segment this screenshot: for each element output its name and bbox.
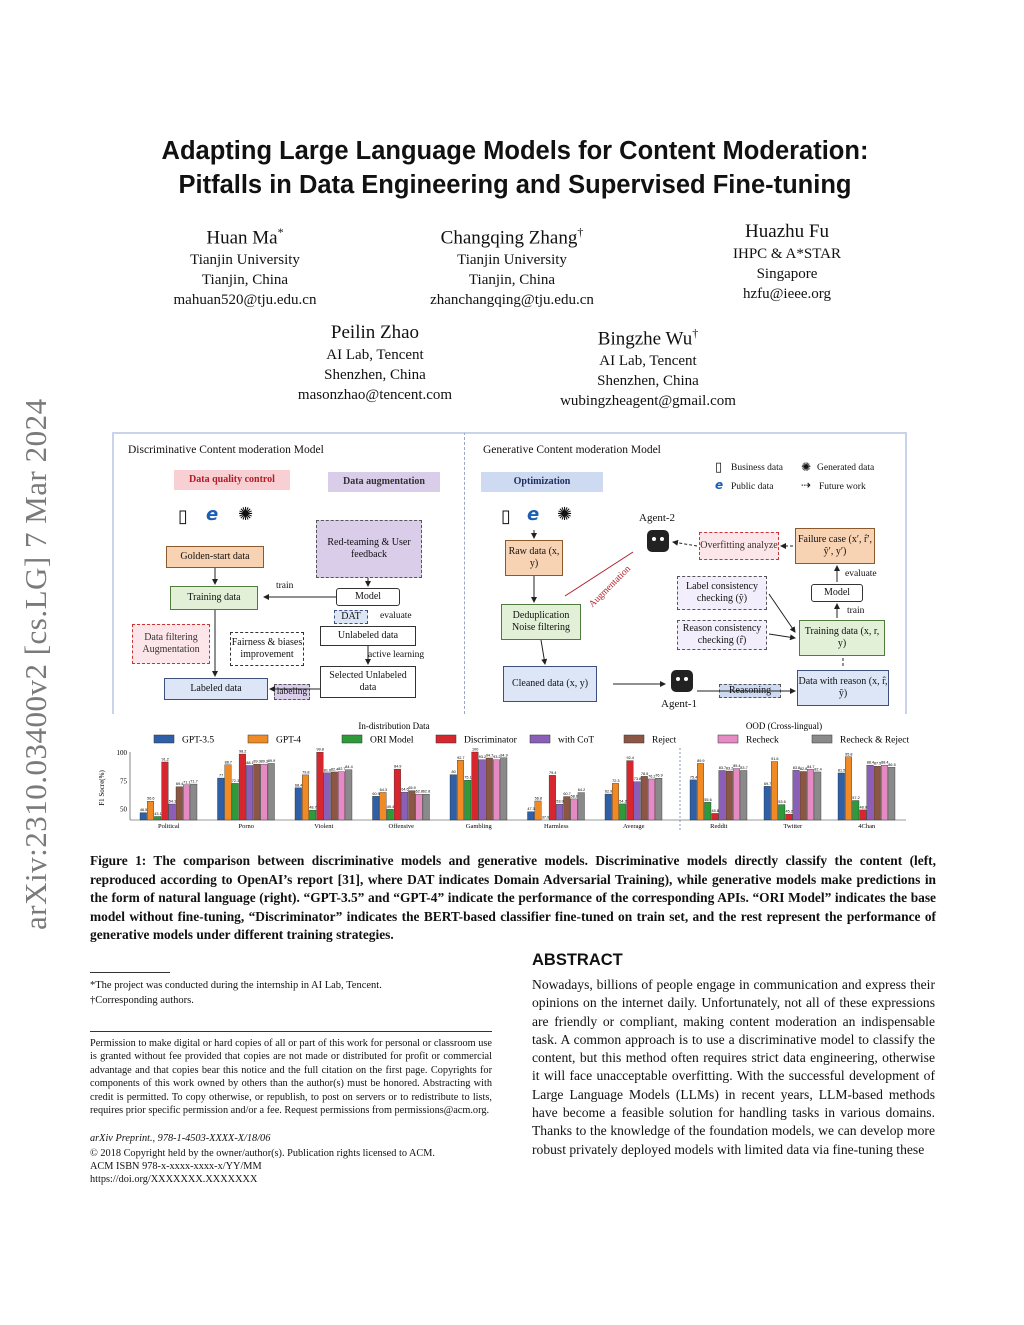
- augmentation-arrow-label: Augmentation: [587, 564, 633, 610]
- public-data-icon: e: [715, 478, 724, 492]
- bar: [450, 775, 457, 820]
- bar-value-label: 64.6: [401, 787, 409, 792]
- author-email[interactable]: hzfu@ieee.org: [742, 286, 832, 302]
- data-filtering-box: Data filtering Augmentation: [132, 624, 210, 664]
- bar-value-label: 94.9: [500, 753, 508, 758]
- author-email[interactable]: masonzhao@tencent.com: [297, 387, 453, 403]
- dedup-box: Deduplication Noise filtering: [501, 604, 581, 640]
- bar-value-label: 76.9: [655, 773, 663, 778]
- bar: [154, 816, 161, 820]
- bar-value-label: 79.8: [302, 770, 310, 775]
- left-panel-title: Discriminative Content moderation Model: [128, 444, 324, 456]
- reasoning-tag: Reasoning: [719, 684, 781, 698]
- bar: [176, 787, 183, 820]
- author-block-3: [682, 220, 892, 304]
- figure-1: [98, 432, 912, 832]
- paper-title: [80, 134, 950, 202]
- bar: [183, 785, 190, 820]
- author-name: Huazhu Fu: [745, 221, 829, 242]
- bar: [852, 801, 859, 820]
- bar-value-label: 75.4: [689, 775, 698, 780]
- bar-value-label: 54.2: [619, 799, 627, 804]
- bar: [867, 765, 874, 820]
- legend-label: ORI Model: [370, 735, 414, 746]
- bar: [373, 796, 380, 820]
- bar-value-label: 80: [451, 770, 456, 775]
- legend-label: GPT-4: [276, 735, 301, 746]
- browser-icon: e: [527, 504, 540, 525]
- bar: [888, 767, 895, 820]
- mobile-icon: ▯: [178, 506, 188, 527]
- red-teaming-box: Red-teaming & User feedback: [316, 520, 422, 578]
- bar: [239, 754, 246, 820]
- x-tick-label: Twitter: [783, 823, 803, 830]
- abstract-text: Nowadays, billions of people engage in communication and express their opinions on the internet daily. Unfortunately, not all of these expressions are friendly or compliant, making content moderation an indispensable task. A common approach is to use a discriminative model to classify the content, but this method often requires strict data engineering, otherwise it will face unacceptable overfitting. With the successful development of Large Language Models (LLMs) in recent years, LLM-based methods have become a feasible solution for handling tasks in various domains. Thanks to the knowledge of the foundation models, we can develop more robust privately deployed models with limited data via fine-tuning these: [532, 977, 935, 1157]
- bar: [793, 770, 800, 820]
- legend-label: Recheck: [746, 735, 779, 746]
- bar-value-label: 84.9: [394, 764, 402, 769]
- bar-value-label: 91.6: [771, 757, 779, 762]
- bar: [733, 769, 740, 820]
- bar-value-label: 48.7: [309, 805, 317, 810]
- bar-value-label: 72.3: [231, 778, 240, 783]
- bar-value-label: 93.2: [493, 755, 501, 760]
- labeled-data-box: Labeled data: [164, 678, 268, 700]
- model-right-box: Model: [811, 584, 863, 602]
- bar: [162, 762, 169, 820]
- author-name: Changqing Zhang: [440, 227, 578, 249]
- raw-data-box: Raw data (x, y): [505, 540, 563, 576]
- bar-value-label: 62.8: [415, 789, 423, 794]
- author-location: Shenzhen, China: [324, 367, 426, 383]
- bar-value-label: 73.8: [633, 777, 642, 782]
- bar-value-label: 82.4: [330, 767, 339, 772]
- tag-data-augmentation: Data augmentation: [328, 472, 440, 492]
- permission-rule: [90, 1031, 492, 1032]
- bar: [697, 763, 704, 820]
- bar-value-label: 83.2: [725, 766, 734, 771]
- permission-statement: Permission to make digital or hard copies of all or part of this work for personal or classroom use is granted without fee provided that copies are not made or distributed for profit or commercial advantage and that copies bear this notice and the full citation on the first page. Copyrights for components of this work owned by others than the author(s) must be honored. Abstracting with credit is permitted. To copy otherwise, or republish, to post on servers or to redistribute to lists, requires prior specific permission and/or a fee. Request permissions from permissions@acm.org.: [90, 1038, 492, 1117]
- bar: [261, 764, 268, 820]
- legend-label: Reject: [652, 735, 677, 746]
- author-affiliation: Tianjin University: [190, 252, 300, 269]
- bar: [655, 778, 662, 820]
- x-tick-label: Porno: [238, 823, 255, 830]
- bar-value-label: 77: [218, 773, 224, 778]
- bar: [486, 758, 493, 820]
- business-data-icon: ▯: [715, 460, 723, 475]
- bar: [704, 802, 711, 820]
- bar-value-label: 91.2: [161, 757, 169, 762]
- title-line-1: Adapting Large Language Models for Content Moderation:: [161, 137, 869, 165]
- generative-panel: [464, 432, 907, 714]
- bar: [648, 779, 655, 820]
- bar: [295, 788, 302, 820]
- evaluate-label: evaluate: [380, 611, 412, 621]
- chart-group-title: OOD (Cross-lingual): [745, 722, 823, 731]
- bar-value-label: 45.2: [785, 809, 793, 814]
- bar: [845, 757, 852, 820]
- bar-value-label: 82.4: [814, 767, 822, 772]
- bar-value-label: 57.2: [852, 796, 860, 801]
- author-location: Tianjin, China: [468, 272, 556, 289]
- bar: [140, 813, 147, 820]
- cleaned-data-box: Cleaned data (x, y): [503, 666, 597, 702]
- bar-value-label: 62.8: [422, 789, 431, 794]
- legend-generated: Generated data: [817, 463, 875, 473]
- legend-future: Future work: [819, 482, 866, 492]
- x-tick-label: Offensive: [388, 823, 415, 830]
- legend-public: Public data: [731, 482, 774, 492]
- active-learning-label: active learning: [368, 650, 425, 660]
- bar: [627, 761, 634, 820]
- author-location: Singapore: [756, 266, 818, 282]
- bar: [493, 760, 500, 820]
- author-name: Bingzhe Wu: [597, 328, 693, 350]
- bar-value-label: 84.4: [345, 765, 353, 770]
- bar: [764, 786, 771, 820]
- bar-value-label: 86.5: [888, 762, 896, 767]
- bar: [500, 758, 507, 820]
- right-panel-title: Generative Content moderation Model: [483, 444, 661, 456]
- author-name: Peilin Zhao: [330, 322, 420, 343]
- bar: [324, 773, 331, 820]
- author-block-5: [538, 321, 758, 411]
- legend-swatch: [248, 735, 268, 743]
- author-email[interactable]: mahuan520@tju.edu.cn: [173, 292, 317, 309]
- bar: [838, 773, 845, 820]
- bar-value-label: 89.3: [260, 759, 268, 764]
- bar-value-label: 89.3: [253, 759, 261, 764]
- legend-label: Recheck & Reject: [840, 735, 910, 746]
- generated-data-icon: ✺: [801, 460, 812, 474]
- bar: [556, 804, 563, 820]
- footnote-internship: *The project was conducted during the internship in AI Lab, Tencent.: [90, 980, 382, 991]
- author-location: Shenzhen, China: [597, 373, 699, 390]
- legend-swatch: [624, 735, 644, 743]
- bar: [860, 810, 867, 820]
- bar: [317, 752, 324, 820]
- bar-value-label: 65.9: [408, 786, 416, 791]
- author-affiliation: AI Lab, Tencent: [326, 347, 424, 363]
- bar-value-label: 45.8: [711, 808, 719, 813]
- bar-value-label: 72.3: [612, 778, 620, 783]
- bar-value-label: 64.2: [577, 788, 586, 793]
- legend-label: GPT-3.5: [182, 735, 215, 746]
- bar-value-label: 99.8: [316, 747, 324, 752]
- bar-value-label: 88.7: [224, 760, 232, 765]
- author-affiliation: AI Lab, Tencent: [599, 353, 697, 370]
- bar: [254, 764, 261, 820]
- bar: [416, 794, 423, 820]
- bar-value-label: 83.8: [792, 765, 801, 770]
- author-mark: *: [277, 225, 284, 239]
- bar-value-label: 53.6: [778, 800, 786, 805]
- bar: [807, 769, 814, 820]
- legend-swatch: [718, 735, 738, 743]
- bar-value-label: 68.4: [294, 783, 303, 788]
- bar: [634, 782, 641, 820]
- bar: [394, 769, 401, 820]
- doi-link[interactable]: https://doi.org/XXXXXXX.XXXXXXX: [90, 1174, 258, 1185]
- bar-value-label: 88.4: [881, 760, 889, 765]
- training-data-box: Training data: [170, 586, 258, 610]
- bar: [641, 776, 648, 820]
- bar: [302, 775, 309, 820]
- bar-value-label: 56.6: [147, 796, 155, 801]
- right-panel-arrows: [465, 434, 905, 714]
- y-tick-label: 50: [120, 805, 127, 814]
- bar: [719, 770, 726, 820]
- bar-value-label: 56.8: [534, 796, 542, 801]
- author-mark: †: [692, 326, 699, 340]
- bar: [423, 794, 430, 820]
- fairness-box: Fairness & biases improvement: [230, 632, 304, 666]
- author-affiliation: IHPC & A*STAR: [733, 246, 841, 262]
- bar-value-label: 94.7: [485, 753, 494, 758]
- x-tick-label: Average: [623, 823, 645, 830]
- bar: [881, 765, 888, 820]
- bar-value-label: 37.9: [541, 815, 550, 820]
- bar-value-label: 76.2: [648, 774, 656, 779]
- bar-value-label: 55.6: [704, 797, 712, 802]
- selected-unlabeled-box: Selected Unlabeled data: [320, 666, 416, 698]
- x-tick-label: Harmless: [544, 823, 569, 830]
- bar: [535, 801, 542, 820]
- bar: [800, 771, 807, 820]
- author-block-2: [392, 220, 632, 310]
- bar-value-label: 83.7: [718, 765, 727, 770]
- legend-swatch: [154, 735, 174, 743]
- bar-value-label: 60.9: [372, 791, 380, 796]
- bar: [338, 772, 345, 820]
- bar: [564, 797, 571, 820]
- bar: [874, 766, 881, 820]
- evaluate-right-label: evaluate: [845, 569, 877, 579]
- dat-box: DAT: [334, 610, 368, 624]
- bar: [472, 752, 479, 820]
- author-block-4: [270, 321, 480, 405]
- bar: [232, 783, 239, 820]
- legend-swatch: [342, 735, 362, 743]
- footnote-corresponding: †Corresponding authors.: [90, 995, 194, 1006]
- author-name: Huan Ma: [206, 227, 278, 249]
- bar: [169, 804, 176, 820]
- bar-value-label: 71.7: [190, 779, 198, 784]
- bar: [218, 778, 225, 820]
- author-affiliation: Tianjin University: [457, 252, 567, 269]
- bar-value-label: 82.8: [799, 766, 808, 771]
- bar-value-label: 95.8: [845, 752, 853, 757]
- bar: [331, 772, 338, 820]
- legend-swatch: [436, 735, 456, 743]
- bar-value-label: 100: [472, 747, 479, 752]
- isbn-line: ACM ISBN 978-x-xxxx-xxxx-x/YY/MM: [90, 1161, 262, 1172]
- bar-value-label: 69.7: [763, 781, 772, 786]
- f1-bar-chart: [94, 722, 914, 832]
- footnote-rule: [90, 972, 170, 973]
- y-axis-label: F1 Socre(%): [98, 770, 106, 806]
- venue-line: arXiv Preprint., 978-1-4503-XXXX-X/18/06: [90, 1133, 271, 1144]
- failure-case-box: Failure case (x′, r̂′, ŷ′, y′): [795, 528, 875, 564]
- bar: [246, 765, 253, 820]
- legend-swatch: [812, 735, 832, 743]
- browser-icon: e: [206, 504, 219, 525]
- x-tick-label: 4Chan: [858, 823, 876, 830]
- bar: [771, 762, 778, 820]
- bar: [528, 812, 535, 820]
- bar: [578, 793, 585, 820]
- bar-value-label: 88.4: [866, 760, 875, 765]
- bar: [409, 791, 416, 820]
- y-tick-label: 100: [116, 749, 127, 757]
- overfitting-box: Overfitting analyze: [699, 532, 779, 560]
- bar-value-label: 98.2: [239, 749, 247, 754]
- bar-value-label: 88.1: [246, 760, 254, 765]
- bar-value-label: 62.9: [604, 789, 613, 794]
- bar-value-label: 84.7: [807, 764, 815, 769]
- abstract-heading: ABSTRACT: [532, 951, 623, 969]
- training-data-right-box: Training data (x, r, y): [799, 620, 885, 656]
- bar: [786, 814, 793, 820]
- labeling-tag: labeling: [274, 684, 310, 700]
- bar-value-label: 47.3: [527, 807, 535, 812]
- bar-value-label: 54.1: [168, 799, 177, 804]
- bar: [690, 780, 697, 820]
- x-tick-label: Reddit: [710, 823, 728, 830]
- bar-value-label: 81.5: [837, 768, 846, 773]
- bar: [387, 809, 394, 820]
- bar-value-label: 92.4: [626, 756, 634, 761]
- chart-svg: [94, 722, 914, 832]
- figure-caption: Figure 1: The comparison between discriminative models and generative models. Discriminative models directly classify the content (left, reproduced according to OpenAI’s report [31], where DAT indicates Domain Adversarial Training), while generative models make predictions in the form of natural language (right). “GPT-3.5” and “GPT-4” indicate the performance of the corresponding APIs. “ORI Model” indicates the base model without fine-tuning, “Discriminator” indicates the BERT-based classifier fine-tuned on train set, and the rest represent the performance of generative models under different training strategies.: [90, 853, 936, 942]
- label-consistency-box: Label consistency checking (ŷ): [677, 576, 767, 610]
- bar-value-label: 64.3: [379, 787, 387, 792]
- bar-value-label: 71.1: [183, 780, 191, 785]
- bar-value-label: 75.1: [464, 775, 472, 780]
- x-tick-label: Violent: [314, 823, 334, 830]
- author-mark: †: [577, 225, 584, 239]
- golden-start-box: Golden-start data: [166, 546, 264, 568]
- future-work-icon: ⇢: [801, 478, 812, 492]
- bar-value-label: 53.9: [556, 799, 564, 804]
- bar: [778, 805, 785, 820]
- bar-value-label: 49.4: [386, 804, 395, 809]
- unlabeled-data-box: Unlabeled data: [320, 626, 416, 646]
- tag-optimization: Optimization: [481, 472, 603, 492]
- bar: [740, 770, 747, 820]
- bar-value-label: 69.4: [175, 782, 184, 787]
- bar: [345, 770, 352, 820]
- bar: [147, 801, 154, 820]
- legend-label: with CoT: [558, 735, 595, 746]
- agent-1-label: Agent-1: [661, 698, 698, 710]
- bar-value-label: 43.1: [154, 811, 162, 816]
- bar-value-label: 48.9: [859, 805, 867, 810]
- title-line-2: Pitfalls in Data Engineering and Supervised Fine-tuning: [178, 171, 852, 199]
- bar: [464, 780, 471, 820]
- discriminative-panel: [112, 432, 464, 714]
- bar: [605, 794, 612, 820]
- reason-consistency-box: Reason consistency checking (r̂): [677, 620, 767, 650]
- bar: [190, 784, 197, 820]
- legend-swatch: [530, 735, 550, 743]
- bar: [814, 772, 821, 820]
- bar: [726, 771, 733, 820]
- bar-value-label: 85.4: [733, 764, 741, 769]
- arxiv-identifier: arXiv:2310.03400v2 [cs.LG] 7 Mar 2024: [18, 398, 53, 930]
- bar: [401, 792, 408, 820]
- bar-value-label: 89.9: [267, 758, 276, 763]
- bar: [380, 792, 387, 820]
- train-right-label: train: [847, 606, 865, 616]
- bar-value-label: 58.6: [570, 794, 578, 799]
- left-panel-arrows: [114, 434, 464, 714]
- bar-value-label: 60.7: [563, 792, 571, 797]
- bar: [712, 813, 719, 820]
- model-box: Model: [336, 588, 400, 606]
- bar: [619, 804, 626, 820]
- agent-2-label: Agent-2: [639, 512, 676, 524]
- mobile-icon: ▯: [501, 506, 511, 527]
- train-label: train: [276, 581, 294, 591]
- author-email[interactable]: wubingzheagent@gmail.com: [560, 393, 736, 410]
- author-block-1: [140, 220, 350, 310]
- bar: [225, 765, 232, 820]
- copyright-line: © 2018 Copyright held by the owner/author(s). Publication rights licensed to ACM.: [90, 1148, 436, 1159]
- x-tick-label: Political: [157, 823, 180, 830]
- bar: [571, 799, 578, 820]
- bar-value-label: 79.4: [549, 770, 557, 775]
- bar: [268, 763, 275, 820]
- y-tick-label: 75: [120, 777, 127, 786]
- tag-data-quality: Data quality control: [174, 470, 290, 490]
- bar-value-label: 78.5: [640, 771, 649, 776]
- bar-value-label: 83.7: [740, 765, 748, 770]
- bar: [309, 810, 316, 820]
- legend-label: Discriminator: [464, 735, 517, 746]
- openai-icon: ✺: [238, 504, 254, 525]
- data-with-reason-box: Data with reason (x, r̂, ŷ): [797, 670, 889, 706]
- bar: [479, 760, 486, 820]
- author-email[interactable]: zhanchangqing@tju.edu.cn: [430, 292, 594, 309]
- bar-value-label: 92.7: [457, 755, 465, 760]
- bar-value-label: 46.5: [139, 808, 148, 813]
- bar-value-label: 93.2: [478, 755, 487, 760]
- bar-value-label: 82.7: [338, 767, 346, 772]
- bar: [457, 760, 464, 820]
- bar-value-label: 87.5: [873, 761, 882, 766]
- bar-value-label: 89.9: [697, 758, 705, 763]
- author-location: Tianjin, China: [201, 272, 289, 289]
- chart-group-title: In-distribution Data: [358, 722, 430, 731]
- bar: [549, 775, 556, 820]
- x-tick-label: Gambling: [465, 823, 492, 830]
- openai-icon: ✺: [557, 504, 573, 525]
- legend-business: Business data: [731, 463, 783, 473]
- bar-value-label: 81.6: [323, 768, 332, 773]
- bar: [612, 783, 619, 820]
